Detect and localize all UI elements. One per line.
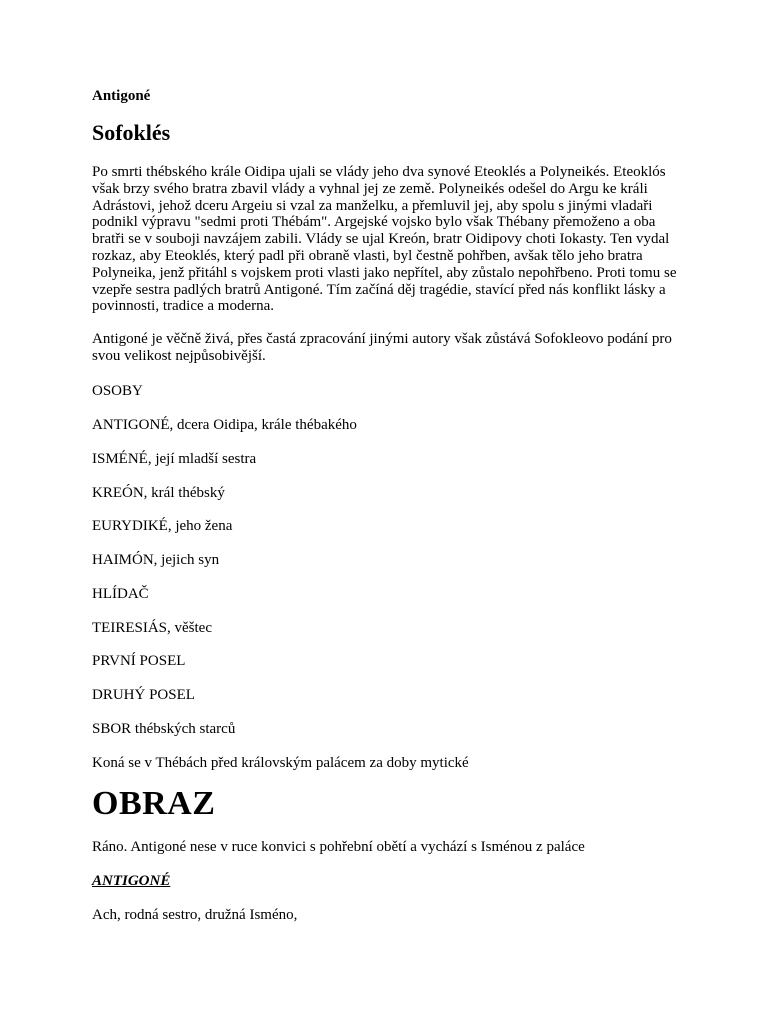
person-item: HAIMÓN, jejich syn [92,552,220,568]
scene-heading: OBRAZ [92,785,216,822]
person-item: PRVNÍ POSEL [92,653,186,669]
intro-paragraph: Po smrti thébského krále Oidipa ujali se vlády jeho dva synové Eteoklés a Polyneikés. Eteoklós však brzy svého bratra zbavil vlády a vyhnal jej ze země. Polyneikés odešel do Argu ke králi Adrástovi, jehož dceru Argeiu si vzal za manželku, a přemluvil jej, aby spolu s jinými vladaři podnikl výpravu "sedmi proti Thébám". Argejské vojsko bylo však Thébany přemoženo a oba bratři se v souboji navzájem zabili. Vlády se ujal Kreón, bratr Oidipovy choti Iokasty. Ten vydal rozkaz, aby Eteoklés, který padl při obraně vlasti, byl čestně pohřben, avšak tělo jeho bratra Polyneika, jenž přitáhl s vojskem proti vlasti jako nepřítel, aby zůstalo nepohřbeno. Proti tomu se vzepře sestra padlých bratrů Antigoné. Tím začíná děj tragédie, stavící před nás konflikt lásky a povinnosti, tradice a moderna. [92,164,677,315]
person-item: EURYDIKÉ, jeho žena [92,518,233,534]
person-item: KREÓN, král thébský [92,485,225,501]
setting-note: Koná se v Thébách před královským palácem za doby mytické [92,755,469,771]
document-title: Antigoné [92,88,151,104]
verse-line: Ach, rodná sestro, družná Isméno, [92,907,298,923]
stage-direction: Ráno. Antigoné nese v ruce konvici s pohřební obětí a vychází s Isménou z paláce [92,839,585,855]
second-paragraph: Antigoné je věčně živá, přes častá zpracování jinými autory však zůstává Sofokleovo podání pro svou velikost nejpůsobivější. [92,331,672,364]
person-item: ISMÉNÉ, její mladší sestra [92,451,257,467]
person-item: DRUHÝ POSEL [92,687,195,703]
person-item: ANTIGONÉ, dcera Oidipa, krále thébakého [92,417,357,433]
person-item: TEIRESIÁS, věštec [92,620,212,636]
speaker-name: ANTIGONÉ [92,873,171,889]
persons-heading: OSOBY [92,383,143,399]
person-item: HLÍDAČ [92,586,149,602]
document-author: Sofoklés [92,120,171,145]
person-item: SBOR thébských starců [92,721,236,737]
